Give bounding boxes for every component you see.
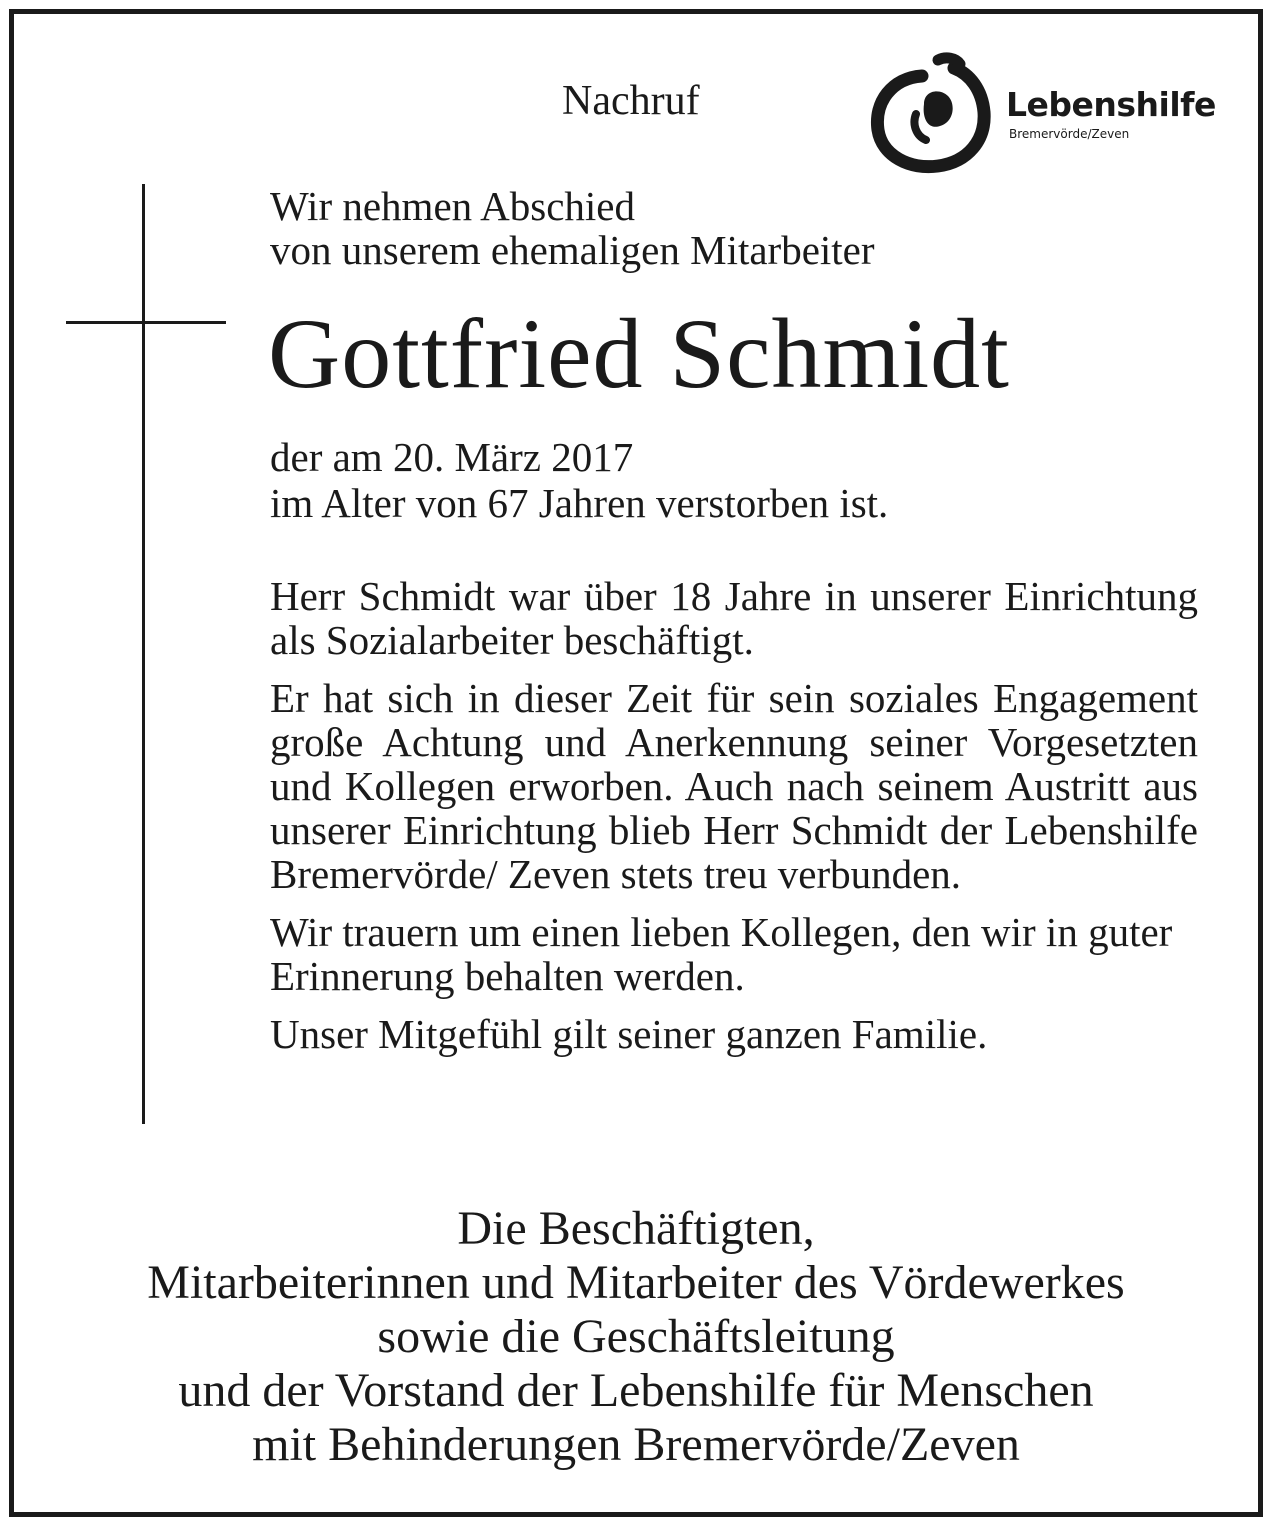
- cross-horizontal-bar: [66, 321, 226, 324]
- signature-line-2: Mitarbeiterinnen und Mitarbeiter des Vördewerkes: [147, 1256, 1125, 1309]
- death-details: [270, 434, 888, 526]
- signature-block: [14, 1202, 1258, 1472]
- death-date: der am 20. März 2017: [270, 434, 634, 480]
- deceased-name: Gottfried Schmidt: [268, 298, 1010, 409]
- logo-name: Lebenshilfe: [1006, 85, 1216, 124]
- body-paragraph-2: Er hat sich in dieser Zeit für sein soziales Engagement große Achtung und Anerkennung seiner Vorgesetzten und Kollegen erworben. Auch nach seinem Austritt aus unserer Einrichtung blieb Herr Schmidt der Lebenshilfe Bremervörde/ Zeven stets treu verbunden.: [270, 675, 1198, 897]
- lebenshilfe-logo-icon: [864, 44, 1004, 174]
- cross-vertical-bar: [142, 184, 145, 1124]
- intro-line-2: von unserem ehemaligen Mitarbeiter: [270, 227, 875, 273]
- obituary-body: [270, 574, 1198, 1070]
- logo-subtitle: Bremervörde/Zeven: [1009, 127, 1130, 141]
- intro-text: [270, 184, 875, 272]
- notice-heading: Nachruf: [562, 78, 700, 124]
- signature-line-3: sowie die Geschäftsleitung: [377, 1310, 895, 1363]
- obituary-notice: [9, 9, 1263, 1517]
- signature-line-5: mit Behinderungen Bremervörde/Zeven: [252, 1418, 1020, 1471]
- intro-line-1: Wir nehmen Abschied: [270, 183, 635, 229]
- lebenshilfe-logo: [864, 44, 1234, 174]
- death-age: im Alter von 67 Jahren verstorben ist.: [270, 480, 889, 526]
- body-paragraph-3: Wir trauern um einen lieben Kollegen, den wir in guter Erinnerung behalten werden.: [270, 909, 1173, 999]
- body-paragraph-1: Herr Schmidt war über 18 Jahre in unserer Einrichtung als Sozialarbeiter beschäftigt.: [270, 573, 1198, 663]
- signature-line-1: Die Beschäftigten,: [457, 1202, 815, 1255]
- signature-line-4: und der Vorstand der Lebenshilfe für Menschen: [178, 1364, 1094, 1417]
- body-paragraph-4: Unser Mitgefühl gilt seiner ganzen Familie.: [270, 1011, 988, 1057]
